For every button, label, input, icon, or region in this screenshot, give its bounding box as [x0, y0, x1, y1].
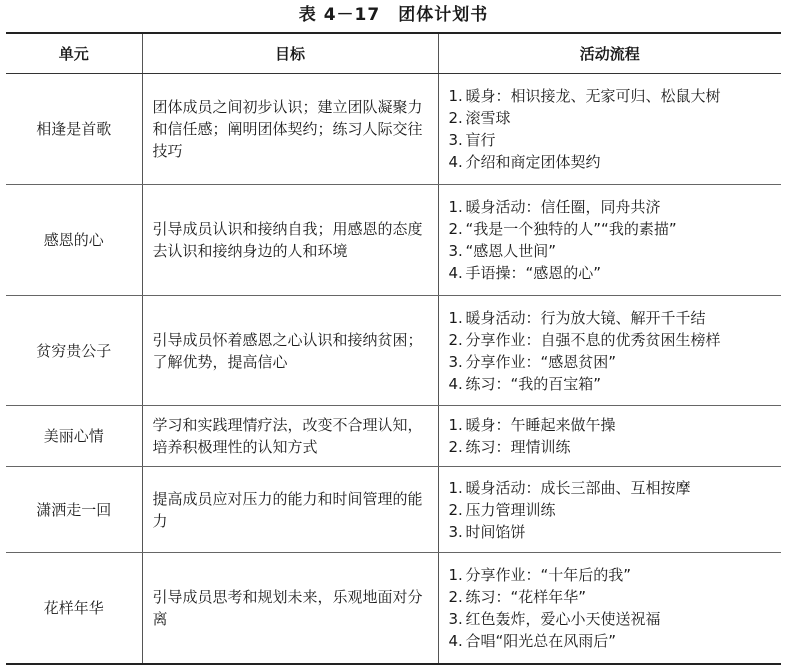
goal-cell: 提高成员应对压力的能力和时间管理的能力 — [142, 467, 438, 553]
activity-number: 4. — [448, 631, 463, 650]
activity-text: 手语操：“感恩的心” — [465, 264, 602, 282]
activity-number: 1. — [448, 478, 463, 497]
activity-number: 4. — [448, 153, 463, 171]
activity-number: 2. — [448, 500, 463, 519]
activity-text: 滚雪球 — [465, 109, 511, 127]
activity-number: 3. — [448, 522, 463, 541]
goal-cell: 团体成员之间初步认识；建立团队凝聚力和信任感；阐明团体契约；练习人际交往技巧 — [142, 74, 438, 185]
activity-number: 4. — [448, 264, 463, 282]
activity-number: 3. — [448, 242, 463, 260]
activity-text: “感恩人世间” — [465, 242, 557, 260]
activity-text: 练习：“花样年华” — [465, 587, 587, 606]
activity-list — [449, 307, 772, 395]
activity-item — [449, 373, 772, 395]
activities-cell — [438, 467, 781, 553]
unit-cell: 潇洒走一回 — [6, 467, 142, 553]
activity-item — [449, 329, 772, 351]
activity-text: 暖身活动：行为放大镜、解开千千结 — [465, 308, 706, 327]
activities-cell — [438, 553, 781, 664]
activity-number: 2. — [448, 109, 463, 127]
activity-item — [449, 436, 772, 458]
activity-number: 3. — [448, 352, 463, 371]
activity-text: 暖身活动：成长三部曲、互相按摩 — [465, 478, 691, 497]
activity-number: 1. — [448, 416, 463, 434]
goal-cell: 引导成员思考和规划未来，乐观地面对分离 — [142, 553, 438, 664]
activity-list — [449, 85, 772, 173]
table-title: 表 4－17 团体计划书 — [298, 5, 489, 25]
table-row — [6, 185, 781, 296]
activity-text: 分享作业：“十年后的我” — [465, 565, 632, 584]
activity-number: 2. — [448, 438, 463, 456]
activity-item — [449, 307, 772, 329]
activity-text: 红色轰炸，爱心小天使送祝福 — [465, 609, 661, 628]
activity-item — [449, 129, 772, 151]
goal-cell: 引导成员认识和接纳自我；用感恩的态度去认识和接纳身边的人和环境 — [142, 185, 438, 296]
activity-item — [449, 240, 772, 262]
activity-item — [449, 196, 772, 218]
activity-text: 暖身：相识接龙、无家可归、松鼠大树 — [465, 87, 721, 105]
activity-text: 分享作业：“感恩贫困” — [465, 352, 617, 371]
activity-item — [449, 218, 772, 240]
activity-text: 暖身活动：信任圈，同舟共济 — [465, 198, 661, 216]
activity-list — [449, 477, 772, 543]
activity-text: 盲行 — [465, 131, 496, 149]
activity-item — [449, 630, 772, 652]
activity-item — [449, 107, 772, 129]
activity-item — [449, 262, 772, 284]
activity-item — [449, 586, 772, 608]
activity-number: 1. — [448, 198, 463, 216]
activity-text: 时间馅饼 — [465, 522, 526, 541]
table-row — [6, 406, 781, 467]
activities-cell — [438, 185, 781, 296]
activity-text: 暖身：午睡起来做午操 — [465, 416, 616, 434]
table-row — [6, 553, 781, 664]
activity-item — [449, 564, 772, 586]
header-row — [6, 33, 781, 74]
activities-cell — [438, 296, 781, 406]
activity-number: 2. — [448, 220, 463, 238]
activity-list — [449, 196, 772, 284]
activity-text: 分享作业：自强不息的优秀贫困生榜样 — [465, 330, 721, 349]
activities-cell — [438, 406, 781, 467]
activity-list — [449, 564, 772, 652]
activity-item — [449, 477, 772, 499]
activity-item — [449, 499, 772, 521]
header-goal: 目标 — [142, 33, 438, 74]
activity-number: 3. — [448, 131, 463, 149]
unit-cell: 贫穷贵公子 — [6, 296, 142, 406]
activity-item — [449, 85, 772, 107]
header-activities: 活动流程 — [438, 33, 781, 74]
activity-text: “我是一个独特的人”“我的素描” — [465, 220, 677, 238]
activity-text: 合唱“阳光总在风雨后” — [465, 631, 617, 650]
activity-text: 压力管理训练 — [465, 500, 556, 519]
goal-cell: 引导成员怀着感恩之心认识和接纳贫困；了解优势，提高信心 — [142, 296, 438, 406]
activity-item — [449, 414, 772, 436]
unit-cell: 相逢是首歌 — [6, 74, 142, 185]
activity-text: 练习：理情训练 — [465, 438, 571, 456]
header-unit: 单元 — [6, 33, 142, 74]
activity-item — [449, 151, 772, 173]
activities-cell — [438, 74, 781, 185]
table-row — [6, 467, 781, 553]
activity-number: 3. — [448, 609, 463, 628]
activity-text: 介绍和商定团体契约 — [465, 153, 601, 171]
unit-cell: 感恩的心 — [6, 185, 142, 296]
goal-cell: 学习和实践理情疗法，改变不合理认知，培养积极理性的认知方式 — [142, 406, 438, 467]
activity-text: 练习：“我的百宝箱” — [465, 374, 602, 393]
activity-number: 1. — [448, 565, 463, 584]
activity-list — [449, 414, 772, 458]
activity-number: 2. — [448, 587, 463, 606]
activity-item — [449, 351, 772, 373]
activity-number: 1. — [448, 308, 463, 327]
unit-cell: 美丽心情 — [6, 406, 142, 467]
table-row — [6, 296, 781, 406]
unit-cell: 花样年华 — [6, 553, 142, 664]
activity-item — [449, 521, 772, 543]
activity-number: 1. — [448, 87, 463, 105]
activity-item — [449, 608, 772, 630]
group-plan-table — [6, 32, 781, 665]
activity-number: 4. — [448, 374, 463, 393]
table-row — [6, 74, 781, 185]
activity-number: 2. — [448, 330, 463, 349]
